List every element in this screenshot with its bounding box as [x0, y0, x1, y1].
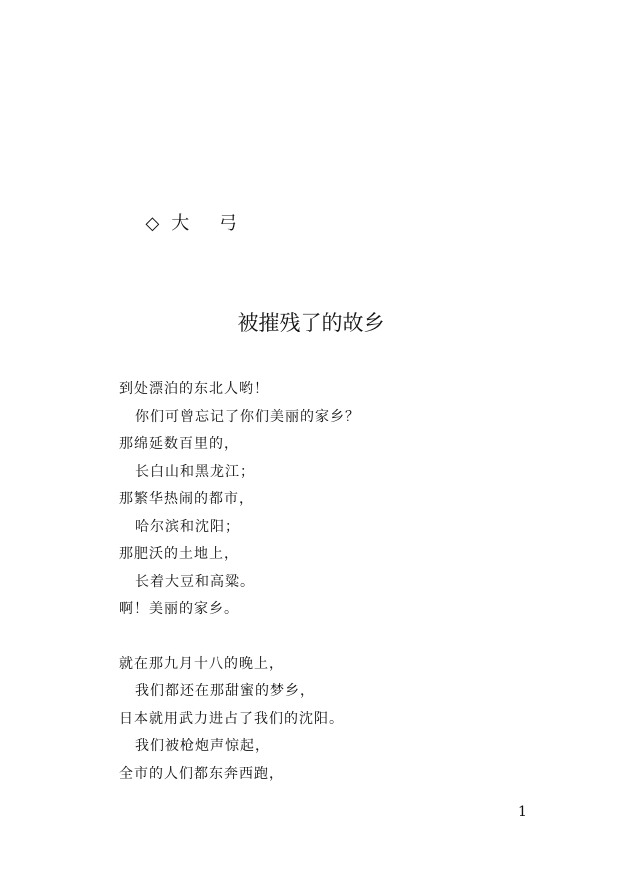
poem-line: 就在那九月十八的晚上，	[119, 655, 284, 672]
poem-line: 那繁华热闹的都市，	[119, 491, 254, 507]
poem-line: 日本就用武力进占了我们的沈阳。	[119, 710, 344, 727]
stanza-2	[119, 653, 539, 791]
diamond-icon: ◇	[145, 213, 160, 234]
author-byline	[134, 188, 239, 236]
poem-line: 长白山和黑龙江；	[135, 463, 255, 480]
stanza-1	[119, 378, 539, 626]
page-number: 1	[518, 804, 527, 820]
poem-line: 啊！美丽的家乡。	[119, 601, 239, 617]
poem-line: 哈尔滨和沈阳；	[135, 518, 240, 535]
poem-line: 长着大豆和高粱。	[135, 573, 255, 590]
poem-line: 我们被枪炮声惊起，	[135, 738, 270, 754]
stanza-break	[119, 626, 539, 653]
poem-line: 那绵延数百里的，	[119, 436, 239, 452]
poem-title: 被摧残了的故乡	[237, 311, 385, 335]
poem-line: 你们可曾忘记了你们美丽的家乡？	[135, 408, 360, 425]
poem-line: 到处漂泊的东北人哟！	[119, 381, 269, 397]
poem-line: 那肥沃的土地上，	[119, 546, 239, 562]
poem-body	[119, 378, 539, 790]
author-name: 大 弓	[171, 213, 240, 234]
poem-line: 全市的人们都东奔西跑，	[119, 765, 284, 782]
poem-line: 我们都还在那甜蜜的梦乡，	[135, 683, 315, 699]
